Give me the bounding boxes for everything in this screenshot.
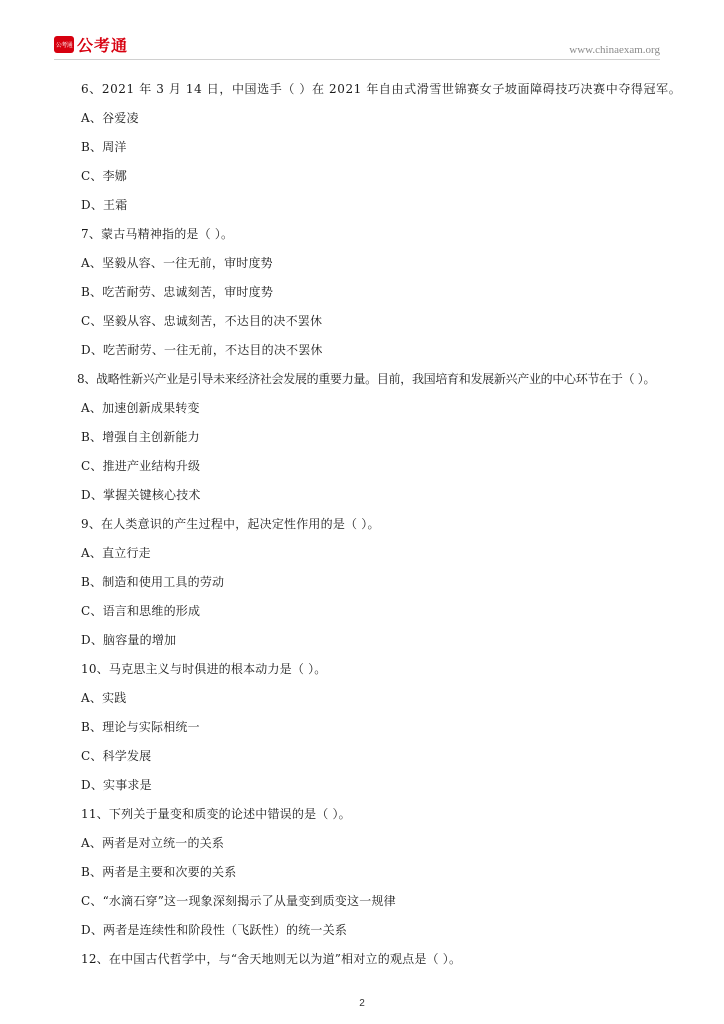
question-stem: 7、蒙古马精神指的是（ ）。	[81, 227, 234, 241]
option: B、理论与实际相统一	[81, 720, 200, 734]
option: B、制造和使用工具的劳动	[81, 575, 225, 589]
option: B、吃苦耐劳、忠诚刻苦，审时度势	[81, 285, 274, 299]
option: C、推进产业结构升级	[81, 459, 201, 473]
option: A、直立行走	[81, 546, 151, 560]
option: D、实事求是	[81, 778, 152, 792]
option: A、实践	[81, 691, 127, 705]
logo-text: 公考通	[77, 35, 129, 55]
option: B、两者是主要和次要的关系	[81, 865, 237, 879]
option: A、坚毅从容、一往无前，审时度势	[81, 256, 273, 270]
question-stem: 10、马克思主义与时俱进的根本动力是（ ）。	[81, 662, 327, 676]
page-number: 2	[359, 998, 365, 1009]
option: B、周洋	[81, 140, 127, 154]
logo-icon: 公考通	[54, 36, 74, 53]
option: D、掌握关键核心技术	[81, 488, 201, 502]
question-stem: 8、战略性新兴产业是引导未来经济社会发展的重要力量。目前，我国培育和发展新兴产业的中心环节在于（ ）。	[77, 372, 656, 386]
option: D、两者是连续性和阶段性（飞跃性）的统一关系	[81, 923, 348, 937]
option: A、两者是对立统一的关系	[81, 836, 225, 850]
question-stem: 9、在人类意识的产生过程中，起决定性作用的是（ ）。	[81, 517, 380, 531]
site-url: www.chinaexam.org	[569, 44, 660, 56]
option: A、加速创新成果转变	[81, 401, 200, 415]
question-stem: 12、在中国古代哲学中，与“舍天地则无以为道”相对立的观点是（ ）。	[81, 952, 462, 966]
option: D、吃苦耐劳、一往无前，不达目的决不罢休	[81, 343, 323, 357]
option: C、语言和思维的形成	[81, 604, 201, 618]
brand-logo	[54, 34, 128, 54]
option: B、增强自主创新能力	[81, 430, 200, 444]
header-divider	[54, 59, 660, 60]
option: C、李娜	[81, 169, 127, 183]
question-list	[77, 80, 682, 979]
option: C、科学发展	[81, 749, 152, 763]
option: D、脑容量的增加	[81, 633, 177, 647]
question-stem: 6、2021 年 3 月 14 日，中国选手（ ）在 2021 年自由式滑雪世锦赛女子坡面障碍技巧决赛中夺得冠军。	[81, 82, 682, 96]
page-header	[0, 0, 724, 60]
option: C、坚毅从容、忠诚刻苦，不达目的决不罢休	[81, 314, 323, 328]
question-stem: 11、下列关于量变和质变的论述中错误的是（ ）。	[81, 807, 351, 821]
option: D、王霜	[81, 198, 128, 212]
option: A、谷爱凌	[81, 111, 139, 125]
option: C、“水滴石穿”这一现象深刻揭示了从量变到质变这一规律	[81, 894, 396, 908]
